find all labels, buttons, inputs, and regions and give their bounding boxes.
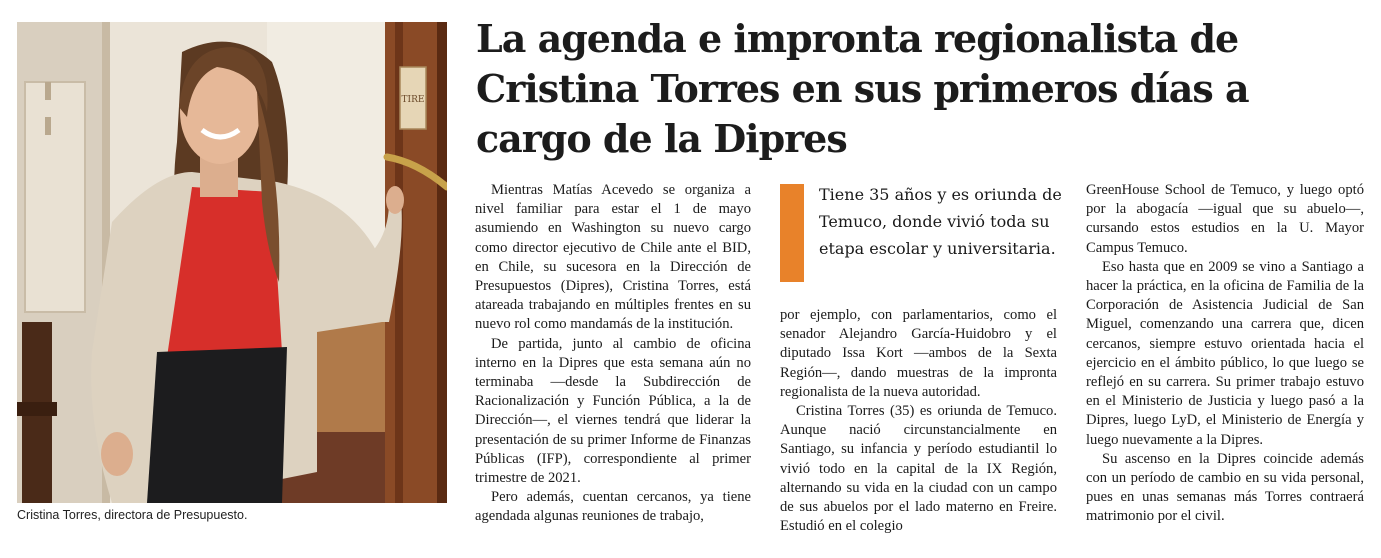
paragraph: De partida, junto al cambio de oficina interno en la Dipres que esta semana aún no terminaba —desde la Subdirección de Racionalización y Función Pública, a la de Dirección—, el viernes tendrá que liderar la presentación de su primer Informe de Finanzas Públicas (IFP), correspondiente al primer trimestre de 2021.: [475, 335, 751, 487]
pull-quote: [780, 181, 1060, 291]
pull-quote-text: Tiene 35 años y es oriunda de Temuco, donde vivió toda su etapa escolar y universitaria.: [819, 185, 1062, 258]
article-column-1: [475, 181, 751, 527]
paragraph: Mientras Matías Acevedo se organiza a nivel familiar para estar el 1 de mayo asumiendo en Washington su nuevo cargo como director ejecutivo de Chile ante el BID, en Chile, su sucesora en la Dirección de Presupuestos (Dipres), Cristina Torres, está atareada trabajando en múltiples frentes en su nuevo rol como mandamás de la institución.: [475, 182, 751, 333]
paragraph: GreenHouse School de Temuco, y luego optó por la abogacía —igual que su abuelo—, cursando estos estudios en la U. Mayor Campus Temuco.: [1086, 182, 1364, 256]
photo-caption: Cristina Torres, directora de Presupuesto.: [17, 508, 248, 522]
paragraph: Su ascenso en la Dipres coincide además con un período de cambio en su vida personal, pues en unas semanas más Torres contraerá matrimonio por el civil.: [1086, 450, 1364, 525]
pull-quote-accent-bar: [780, 184, 804, 282]
door-sign-text: TIRE: [401, 95, 425, 105]
article-photo: [17, 22, 447, 503]
paragraph: Pero además, cuentan cercanos, ya tiene agendada algunas reuniones de trabajo,: [475, 489, 751, 525]
portrait-illustration: [17, 22, 447, 503]
article-column-2: [780, 306, 1057, 536]
article-column-3: [1086, 181, 1364, 527]
headline: La agenda e impronta regionalista de Cristina Torres en sus primeros días a cargo de la Dipres: [476, 16, 1249, 161]
paragraph: Cristina Torres (35) es oriunda de Temuco. Aunque nació circunstancialmente en Santiago, su infancia y período estudiantil lo vivió todo en la capital de la IX Región, alternando su vida en la ciudad con un campo de sus abuelos por el lado materno en Freire. Estudió en el colegio: [780, 403, 1057, 535]
paragraph: Eso hasta que en 2009 se vino a Santiago a hacer la práctica, en la oficina de Familia de la Corporación de Asistencia Judicial de San Miguel, comenzando una carrera que, dicen cercanos, siempre estuvo orientada hacia el ejercicio en el ámbito público, lo que luego se reflejó en su carrera. Su primer trabajo estuvo en el Ministerio de Justicia y luego pasó a la Dipres, luego LyD, el Ministerio de Energía y luego nuevamente a la Dipres.: [1086, 258, 1364, 448]
paragraph: por ejemplo, con parlamentarios, como el senador Alejandro García-Huidobro y el diputado Issa Kort —ambos de la Sexta Región—, dando muestras de la impronta regionalista de la nueva autoridad.: [780, 307, 1057, 400]
